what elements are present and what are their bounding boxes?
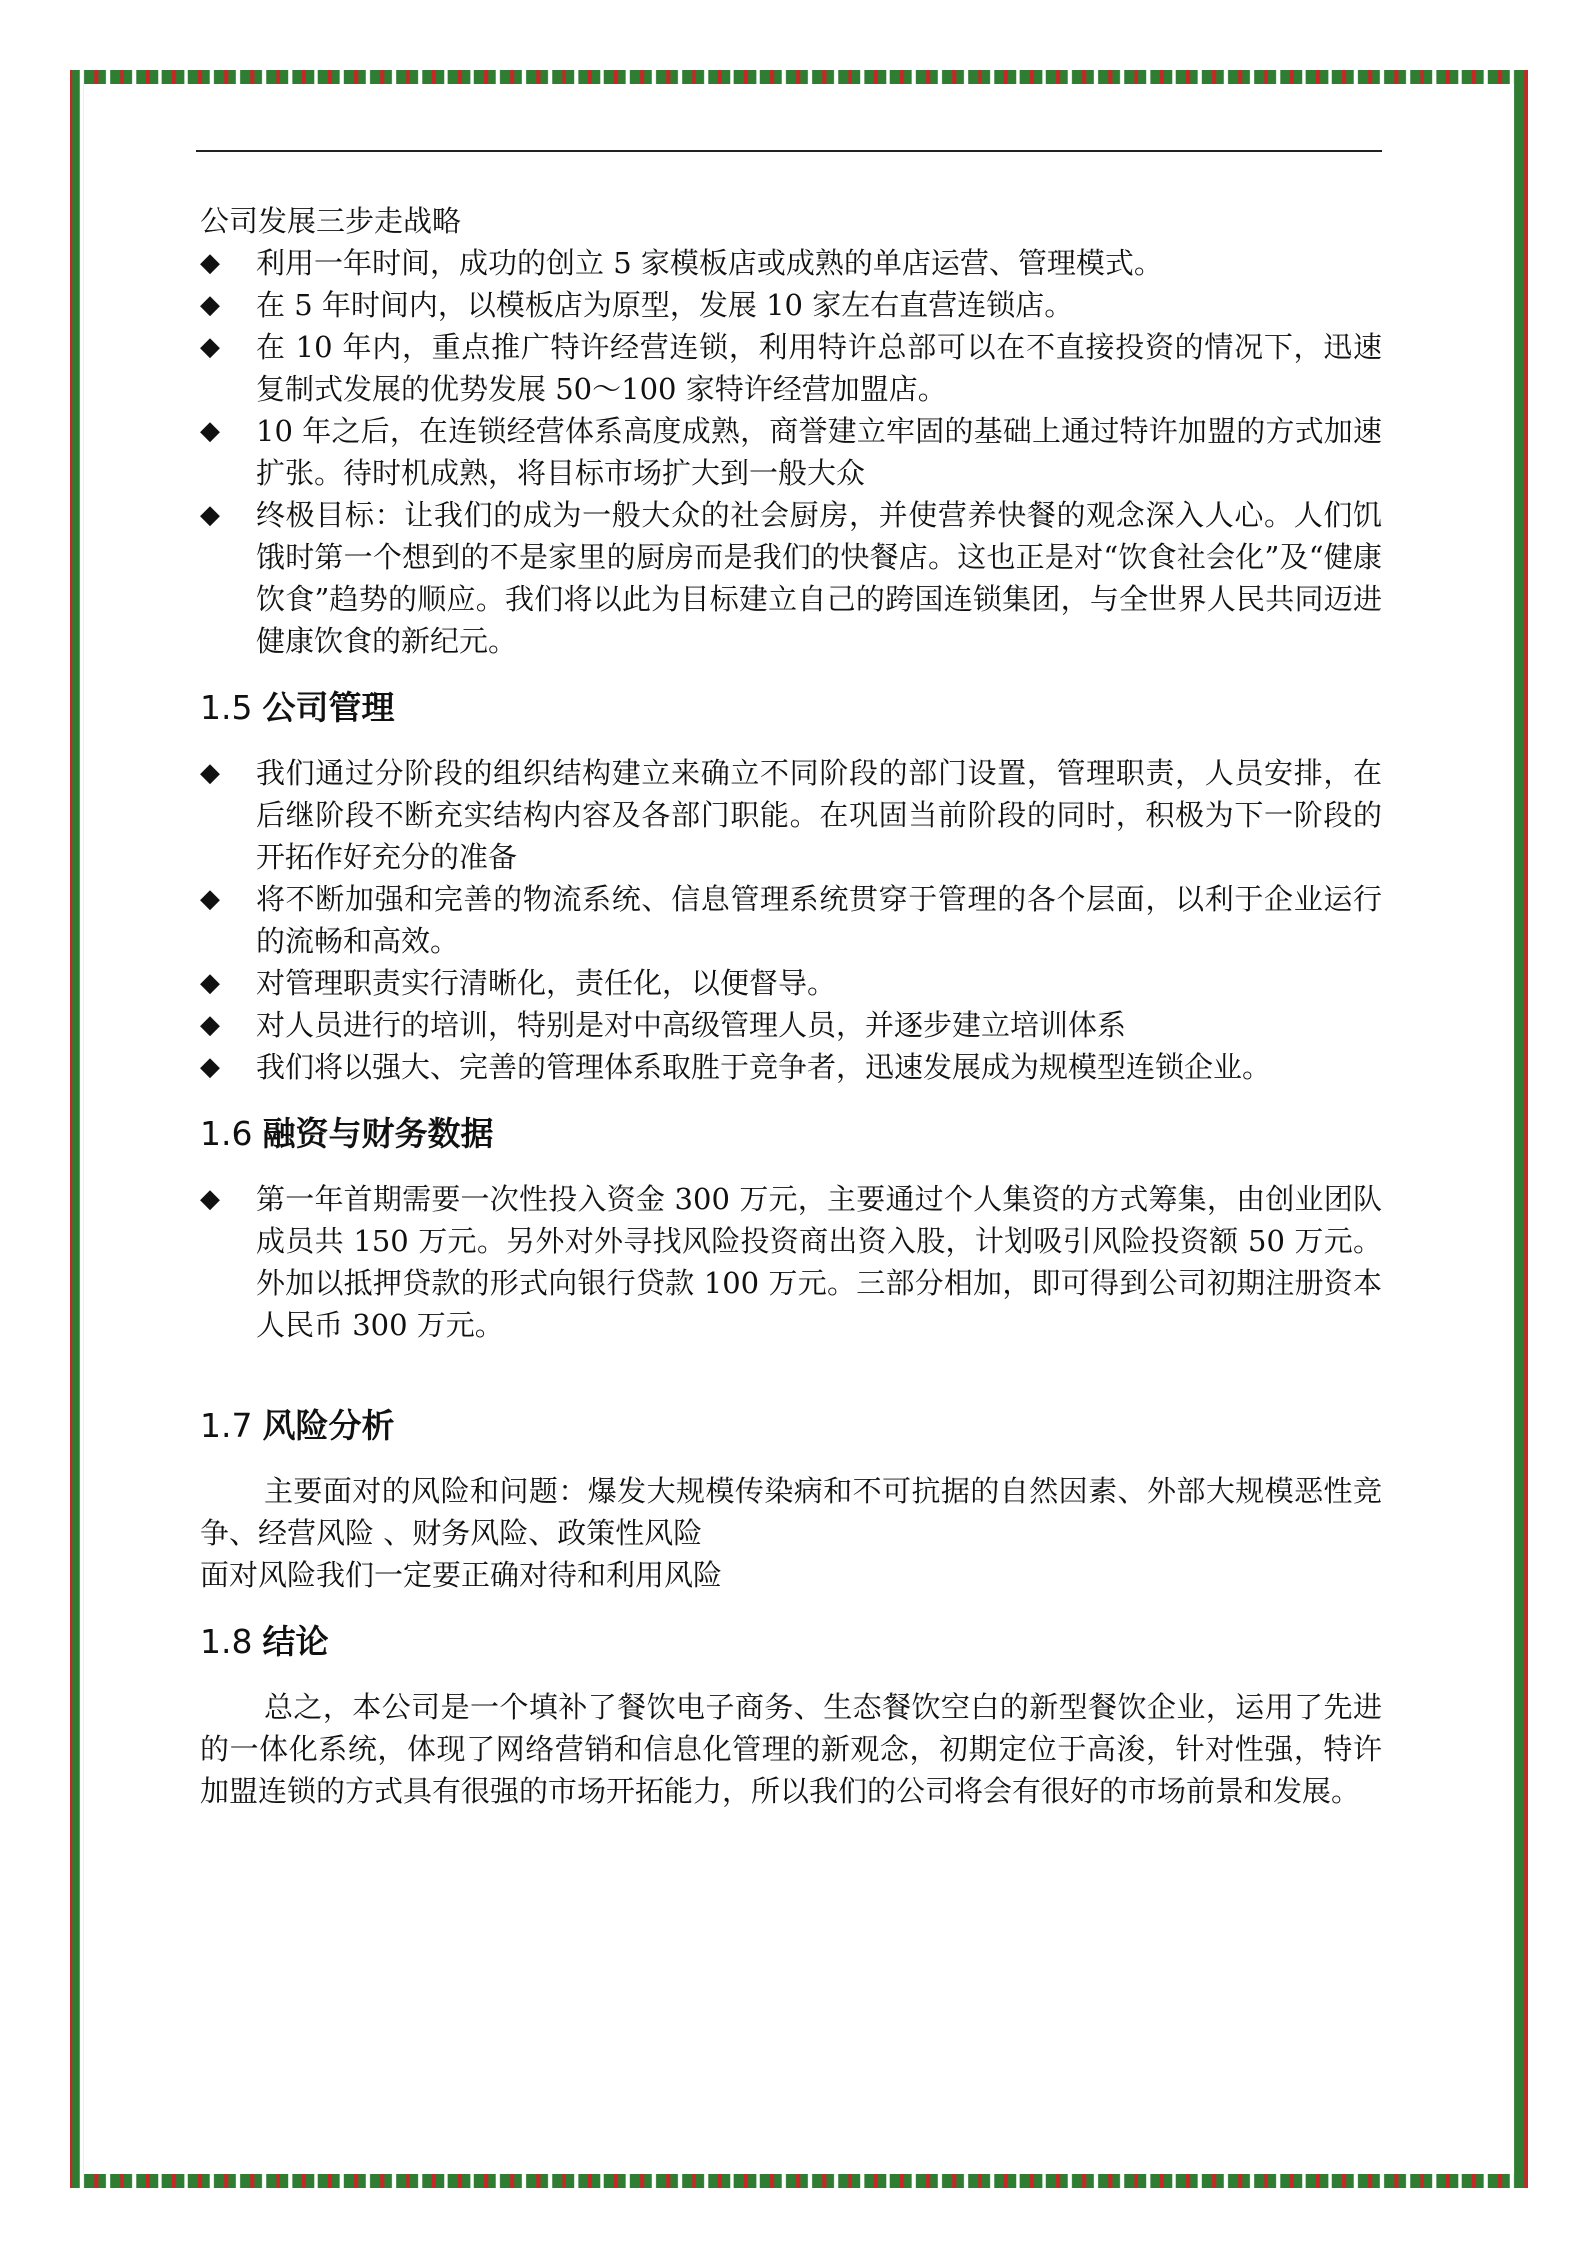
diamond-bullet-icon: ◆ xyxy=(200,332,220,362)
finance-list xyxy=(200,1178,1382,1346)
diamond-bullet-icon: ◆ xyxy=(200,1010,220,1040)
conclusion-paragraph: 总之，本公司是一个填补了餐饮电子商务、生态餐饮空白的新型餐饮企业，运用了先进的一体化系统，体现了网络营销和信息化管理的新观念，初期定位于高浚，针对性强，特许加盟连锁的方式具有很强的市场开拓能力，所以我们的公司将会有很好的市场前景和发展。 xyxy=(200,1690,1382,1808)
diamond-bullet-icon: ◆ xyxy=(200,500,220,530)
spacer xyxy=(200,1346,1382,1380)
list-item: ◆ 将不断加强和完善的物流系统、信息管理系统贯穿于管理的各个层面，以利于企业运行的流畅和高效。 xyxy=(200,878,1382,962)
section-heading-management: 1.5 公司管理 xyxy=(200,688,395,727)
header-rule xyxy=(196,150,1382,152)
diamond-bullet-icon: ◆ xyxy=(200,884,220,914)
list-item: ◆ 第一年首期需要一次性投入资金 300 万元，主要通过个人集资的方式筹集，由创业团队成员共 150 万元。另外对外寻找风险投资商出资入股，计划吸引风险投资额 50 万元。外加以抵押贷款的形式向银行贷款 100 万元。三部分相加，即可得到公司初期注册资本人民币 300 万元。 xyxy=(200,1178,1382,1346)
diamond-bullet-icon: ◆ xyxy=(200,1052,220,1082)
list-item: ◆ 我们将以强大、完善的管理体系取胜于竞争者，迅速发展成为规模型连锁企业。 xyxy=(200,1046,1382,1088)
list-item: ◆ 在 5 年时间内，以模板店为原型，发展 10 家左右直营连锁店。 xyxy=(200,284,1382,326)
diamond-bullet-icon: ◆ xyxy=(200,1184,220,1214)
list-item: ◆ 10 年之后，在连锁经营体系高度成熟，商誉建立牢固的基础上通过特许加盟的方式加速扩张。待时机成熟，将目标市场扩大到一般大众 xyxy=(200,410,1382,494)
diamond-bullet-icon: ◆ xyxy=(200,968,220,998)
risk-paragraph: 主要面对的风险和问题：爆发大规模传染病和不可抗据的自然因素、外部大规模恶性竞争、经营风险 、财务风险、政策性风险 xyxy=(200,1474,1382,1550)
list-item: ◆ 在 10 年内，重点推广特许经营连锁，利用特许总部可以在不直接投资的情况下，迅速复制式发展的优势发展 50～100 家特许经营加盟店。 xyxy=(200,326,1382,410)
list-item: ◆ 终极目标：让我们的成为一般大众的社会厨房，并使营养快餐的观念深入人心。人们饥饿时第一个想到的不是家里的厨房而是我们的快餐店。这也正是对“饮食社会化”及“健康饮食”趋势的顺应。我们将以此为目标建立自己的跨国连锁集团，与全世界人民共同迈进健康饮食的新纪元。 xyxy=(200,494,1382,662)
list-item: ◆ 利用一年时间，成功的创立 5 家模板店或成熟的单店运营、管理模式。 xyxy=(200,242,1382,284)
management-list xyxy=(200,752,1382,1088)
diamond-bullet-icon: ◆ xyxy=(200,758,220,788)
section-heading-conclusion: 1.8 结论 xyxy=(200,1622,329,1661)
strategy-title: 公司发展三步走战略 xyxy=(200,204,462,238)
list-item: ◆ 我们通过分阶段的组织结构建立来确立不同阶段的部门设置，管理职责，人员安排，在后继阶段不断充实结构内容及各部门职能。在巩固当前阶段的同时，积极为下一阶段的开拓作好充分的准备 xyxy=(200,752,1382,878)
risk-paragraph-2: 面对风险我们一定要正确对待和利用风险 xyxy=(200,1558,723,1592)
document-body xyxy=(200,200,1382,1812)
diamond-bullet-icon: ◆ xyxy=(200,248,220,278)
section-heading-finance: 1.6 融资与财务数据 xyxy=(200,1114,494,1153)
diamond-bullet-icon: ◆ xyxy=(200,290,220,320)
section-heading-risk: 1.7 风险分析 xyxy=(200,1406,395,1445)
list-item: ◆ 对人员进行的培训，特别是对中高级管理人员，并逐步建立培训体系 xyxy=(200,1004,1382,1046)
list-item: ◆ 对管理职责实行清晰化，责任化，以便督导。 xyxy=(200,962,1382,1004)
diamond-bullet-icon: ◆ xyxy=(200,416,220,446)
strategy-list xyxy=(200,242,1382,662)
